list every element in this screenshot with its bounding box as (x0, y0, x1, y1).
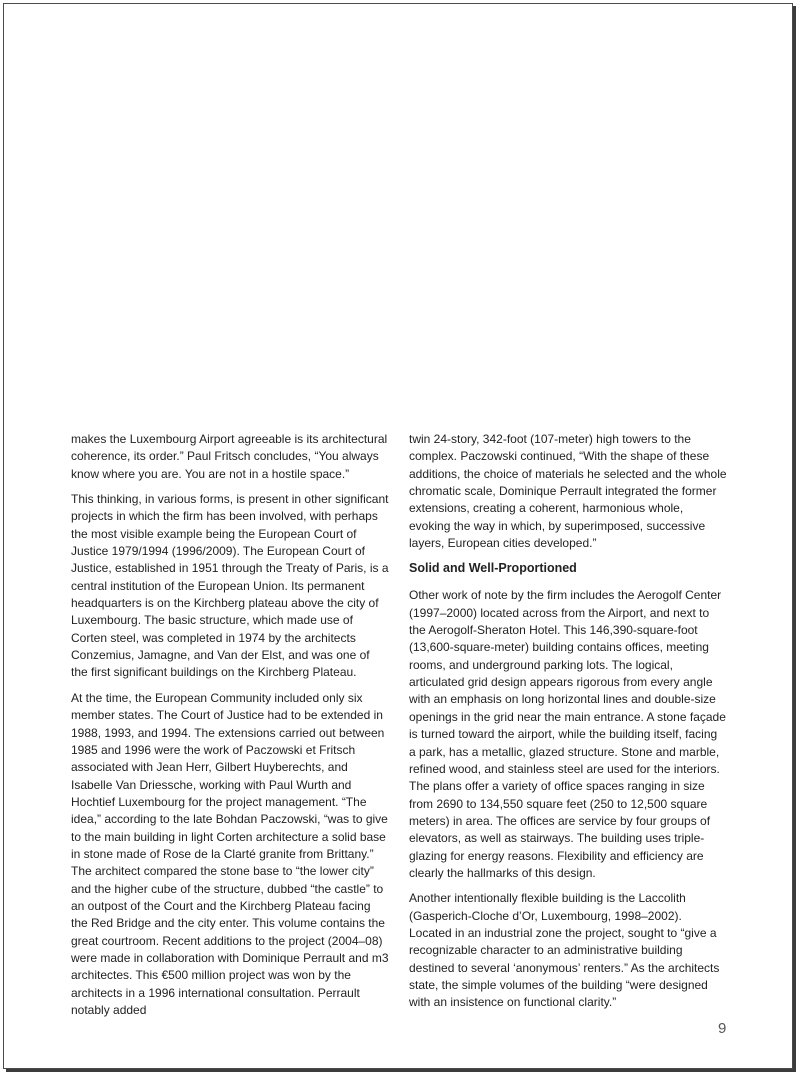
right-text-column (409, 431, 727, 1020)
left-text-column (71, 431, 389, 1027)
body-paragraph: twin 24-story, 342-foot (107-meter) high towers to the complex. Paczowski continued, “With the shape of these additions, the choice of materials he selected and the whole chromatic scale, Dominique Perrault integrated the former extensions, creating a coherent, harmonious whole, evoking the way in which, by superimposed, successive layers, European cities developed.” (409, 432, 727, 551)
page-number: 9 (718, 1020, 727, 1037)
body-paragraph: makes the Luxembourg Airport agreeable is its architectural coherence, its order.” Paul Fritsch concludes, “You always know where you are. You are not in a hostile space.” (71, 432, 388, 481)
document-page (3, 3, 793, 1069)
body-paragraph: This thinking, in various forms, is present in other significant projects in which the firm has been involved, with perhaps the most visible example being the European Court of Justice 1979/1994 (1996/2009). The European Court of Justice, established in 1951 through the Treaty of Paris, is a central institution of the European Union. Its permanent headquarters is on the Kirchberg plateau above the city of Luxembourg. The basic structure, which made use of Corten steel, was completed in 1974 by the architects Conzemius, Jamagne, and Van der Elst, and was one of the first significant buildings on the Kirchberg Plateau. (71, 492, 389, 680)
body-paragraph: Another intentionally flexible building is the Laccolith (Gasperich-Cloche d’Or, Luxembourg, 1998–2002). Located in an industrial zone the project, sought to “give a recognizable character to an administrative building destined to several ‘anonymous’ renters.” As the architects state, the simple volumes of the building “were designed with an insistence on functional clarity.” (409, 891, 720, 1010)
section-heading: Solid and Well-Proportioned (409, 561, 577, 576)
body-paragraph: Other work of note by the firm includes the Aerogolf Center (1997–2000) located across from the Airport, and next to the Aerogolf-Sheraton Hotel. This 146,390-square-foot (13,600-square-meter) building contains offices, meeting rooms, and underground parking lots. The logical, articulated grid design appears rigorous from every angle with an emphasis on long horizontal lines and double-size openings in the grid near the main entrance. A stone façade is turned toward the airport, while the building itself, facing a park, has a metallic, glazed structure. Stone and marble, refined wood, and stainless steel are used for the interiors. The plans offer a variety of office spaces ranging in size from 2690 to 134,550 square feet (250 to 12,500 square meters) in area. The offices are service by four groups of elevators, as well as stairways. The building uses triple-glazing for energy reasons. Flexibility and efficiency are clearly the hallmarks of this design. (409, 588, 726, 880)
body-paragraph: At the time, the European Community included only six member states. The Court of Justice had to be extended in 1988, 1993, and 1994. The extensions carried out between 1985 and 1996 were the work of Paczowski et Fritsch associated with Jean Herr, Gilbert Huyberechts, and Isabelle Van Driessche, working with Paul Wurth and Hochtief Luxembourg for the project management. “The idea,” according to the late Bohdan Paczowski, “was to give to the main building in light Corten architecture a solid base in stone made of Rose de la Clarté granite from Brittany.” The architect compared the stone base to “the lower city” and the higher cube of the structure, dubbed “the castle” to an outpost of the Court and the Kirchberg Plateau facing the Red Bridge and the city enter. This volume contains the great courtroom. Recent additions to the project (2004–08) were made in collaboration with Dominique Perrault and m3 architectes. This €500 million project was won by the architects in a 1996 international consultation. Perrault notably added (71, 690, 389, 1017)
